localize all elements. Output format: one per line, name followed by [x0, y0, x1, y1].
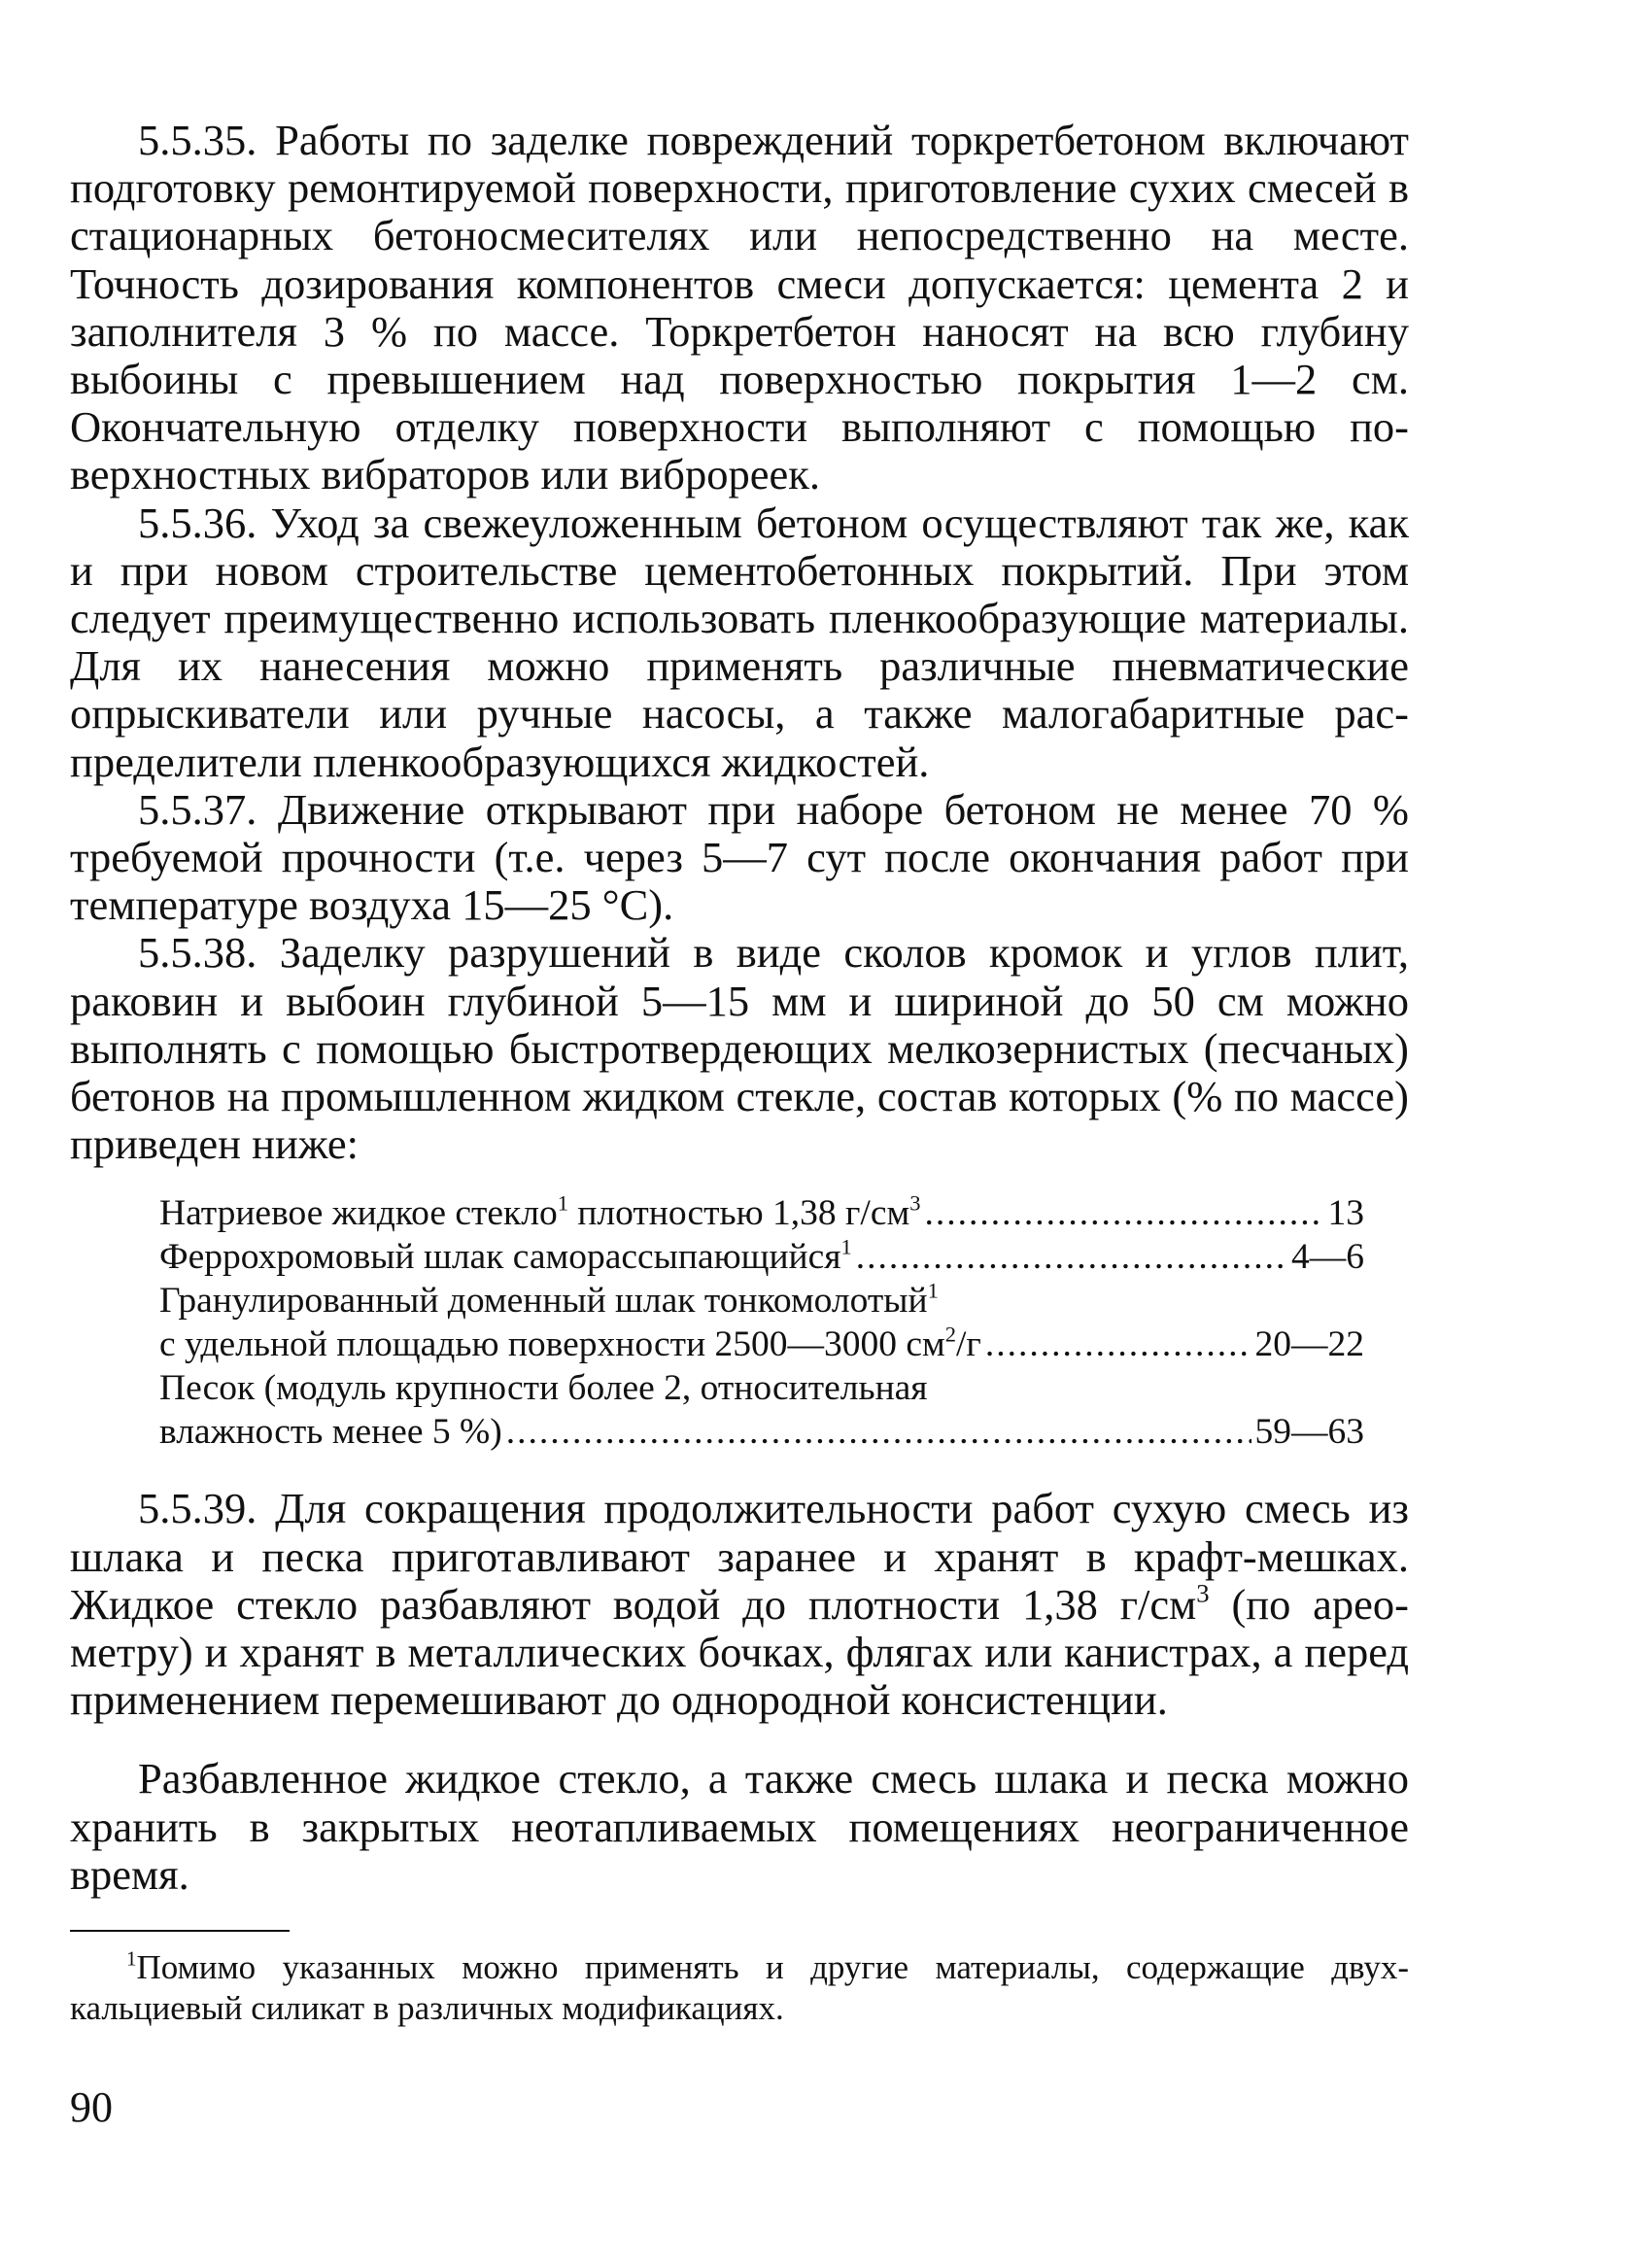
- composition-item-ferrochrome-slag: [159, 1235, 1364, 1279]
- composition-item-blast-furnace-slag: [159, 1323, 1364, 1366]
- paragraph-5-5-37: 5.5.37. Движение открывают при наборе бетоном не менее 70 % требуемой прочности (т.е. через 5—7 сут после окончания работ при температуре воздуха 15—25 °С).: [70, 784, 1409, 930]
- paragraph-5-5-36: 5.5.36. Уход за свежеуложенным бетоном осуществляют так же, как и при новом строительстве цементобетонных покрытий. При этом следует преимущественно использовать пленкообразующие материалы. Для их нанесения можно применять различные пневматические опрыскиватели или ручные насосы, а также малогабаритные распределители пленкообразующихся жидкостей.: [70, 498, 1409, 786]
- footnote-marker: 1: [126, 1946, 137, 1971]
- composition-item-blast-furnace-slag-line1: Гранулированный доменный шлак тонкомолотый$^1$: [159, 1278, 939, 1322]
- leader-dots: [506, 1410, 1251, 1454]
- leader-dots: [856, 1235, 1287, 1279]
- composition-item-label: влажность менее 5 %): [159, 1412, 502, 1453]
- leader-dots: [924, 1191, 1323, 1235]
- composition-item-value: 20—22: [1254, 1324, 1364, 1365]
- footnote-divider: [70, 1930, 290, 1932]
- composition-item-value: 4—6: [1291, 1237, 1364, 1278]
- footnote: [70, 1947, 1409, 2029]
- paragraph-5-5-38: 5.5.38. Заделку разрушений в виде сколов кромок и углов плит, раковин и выбоин глубиной 5—15 мм и шириной до 50 см можно выполнять с помощью быстротвердеющих мелкозернистых (песчаных) бетонов на промышленном жидком стекле, состав которых (% по массе) приведен ниже:: [70, 928, 1409, 1169]
- composition-item-label: Натриевое жидкое стекло$^1$ плотностью 1,38 $г/см^3$: [159, 1190, 921, 1234]
- paragraph-5-5-39: 5.5.39. Для сокращения продолжительности работ сухую смесь из шлака и песка приготавливают заранее и хранят в крафт-мешках. Жидкое стекло разбавляют водой до плотности 1,38 $г/см^3$ (по ареометру) и хранят в металлических бочках, флягах или канистрах, а перед применением перемешивают до однородной консистенции.: [70, 1484, 1409, 1725]
- page-number: 90: [70, 2083, 113, 2131]
- composition-list: [70, 1191, 1364, 1454]
- composition-item-value: 13: [1327, 1193, 1364, 1234]
- paragraph-storage: Разбавленное жидкое стекло, а также смесь шлака и песка можно хранить в закрытых неотапливаемых помещениях неограниченное время.: [70, 1754, 1409, 1899]
- composition-item-sand: [159, 1410, 1364, 1454]
- footnote-text: Помимо указанных можно применять и другие материалы, содержащие двухкальциевый силикат в различных модификациях.: [70, 1948, 1409, 2028]
- paragraph-5-5-35: 5.5.35. Работы по заделке повреждений торкретбетоном включают подготовку ремонтируемой поверхности, приготовление сухих смесей в стационарных бетоносмесителях или непосредственно на месте. Точность дозирования компонентов смеси допускается: цемента 2 и заполнителя 3 % по массе. Торкретбетон наносят на всю глубину выбоины с превышением над поверхностью покрытия 1—2 см. Окончательную отделку поверхности выполняют с помощью поверхностных вибраторов или виброреек.: [70, 116, 1409, 499]
- leader-dots: [985, 1323, 1251, 1366]
- page-body: [70, 117, 1409, 2029]
- composition-item-label: с удельной площадью поверхности 2500—3000 $см^2/г$: [159, 1322, 981, 1365]
- composition-item-sodium-glass: [159, 1191, 1364, 1235]
- composition-item-sand-line1: Песок (модуль крупности более 2, относительная: [159, 1368, 928, 1409]
- composition-item-value: 59—63: [1254, 1412, 1364, 1453]
- composition-item-label: Феррохромовый шлак саморассыпающийся$^1$: [159, 1234, 852, 1278]
